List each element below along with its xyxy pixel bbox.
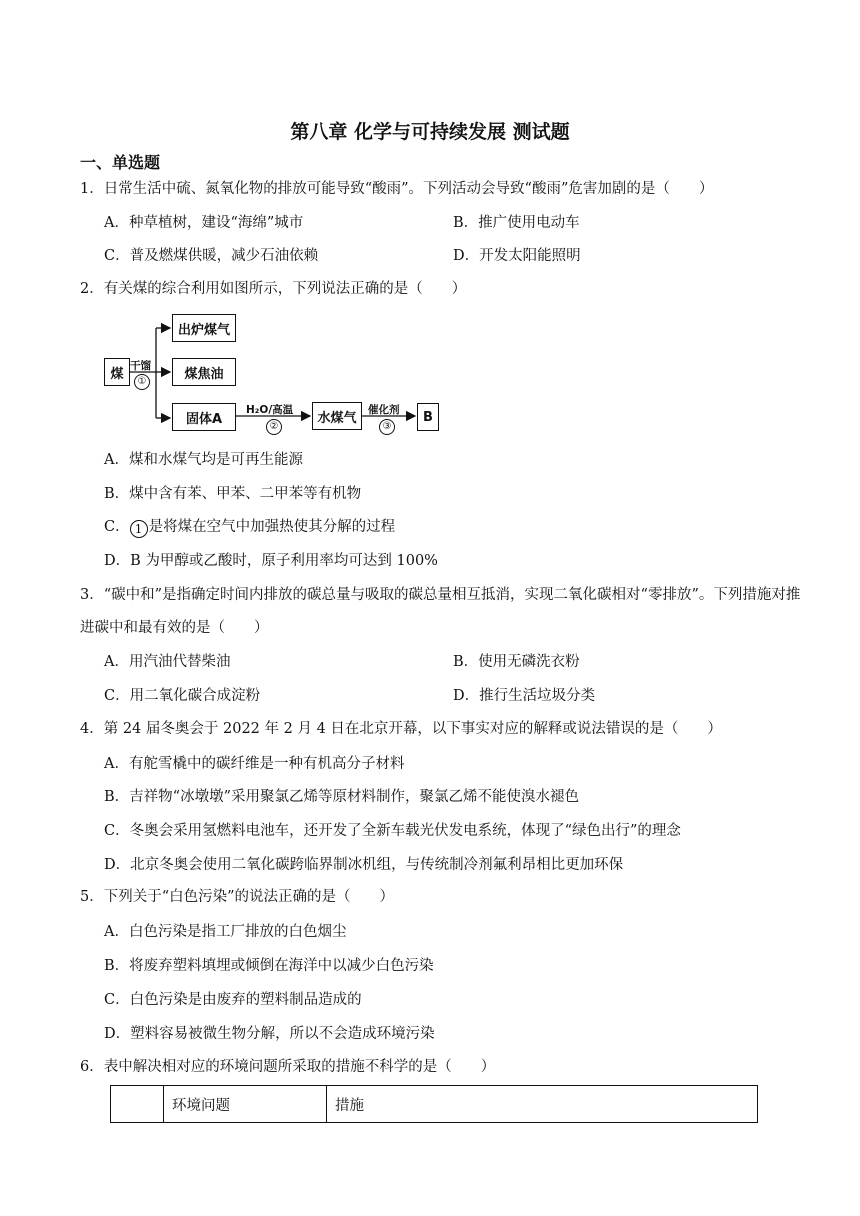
q5-option-c: C．白色污染是由废弃的塑料制品造成的 — [104, 992, 362, 1008]
page-title: 第八章 化学与可持续发展 测试题 — [290, 121, 570, 143]
q4-option-b: B．吉祥物“冰墩墩”采用聚氯乙烯等原材料制作，聚氯乙烯不能使溴水褪色 — [104, 789, 579, 805]
product-b-box: B — [417, 403, 439, 431]
catalyst-label: 催化剂 — [368, 404, 400, 416]
coal-utilization-diagram — [102, 306, 447, 436]
dry-distillation-label: 干馏 — [130, 360, 151, 372]
q4-option-c: C．冬奥会采用氢燃料电池车，还开发了全新车载光伏发电系统，体现了“绿色出行”的理念 — [104, 823, 681, 839]
q3-option-a: A．用汽油代替柴油 — [104, 654, 231, 670]
q2-option-b: B．煤中含有苯、甲苯、二甲苯等有机物 — [104, 486, 362, 502]
question-3-stem: 3．“碳中和”是指确定时间内排放的碳总量与吸取的碳总量相互抵消，实现二氧化碳相对“零排放”。下列措施对推进碳中和最有效的是（ ） — [80, 587, 801, 636]
environment-measures-table — [110, 1085, 758, 1123]
q3-option-b: B．使用无磷洗衣粉 — [453, 654, 580, 670]
coal-box: 煤 — [104, 358, 130, 386]
section-heading: 一、单选题 — [80, 153, 161, 172]
q2-option-d: D．B 为甲醇或乙酸时，原子利用率均可达到 100% — [104, 553, 438, 569]
h2o-high-temp-label: H₂O/高温 — [246, 404, 294, 416]
question-2-stem: 2．有关煤的综合利用如图所示，下列说法正确的是（ ） — [80, 281, 467, 297]
q1-option-b: B．推广使用电动车 — [453, 215, 580, 231]
q4-option-d: D．北京冬奥会使用二氧化碳跨临界制冰机组，与传统制冷剂氟利昂相比更加环保 — [104, 857, 624, 873]
question-1-stem: 1．日常生活中硫、氮氧化物的排放可能导致“酸雨”。下列活动会导致“酸雨”危害加剧的是（ ） — [80, 181, 714, 197]
step-1-marker: ① — [134, 374, 150, 390]
question-4-stem: 4．第 24 届冬奥会于 2022 年 2 月 4 日在北京开幕，以下事实对应的解释或说法错误的是（ ） — [80, 721, 722, 737]
q3-option-d: D．推行生活垃圾分类 — [453, 688, 596, 704]
q1-option-c: C．普及燃煤供暖，减少石油依赖 — [104, 248, 319, 264]
table-header-row — [111, 1086, 758, 1123]
question-6-stem: 6．表中解决相对应的环境问题所采取的措施不科学的是（ ） — [80, 1059, 496, 1075]
q3-option-c: C．用二氧化碳合成淀粉 — [104, 688, 261, 704]
water-gas-box: 水煤气 — [312, 402, 362, 430]
table-header-measure: 措施 — [327, 1086, 758, 1123]
circled-one-marker: 1 — [130, 520, 148, 538]
question-5-stem: 5．下列关于“白色污染”的说法正确的是（ ） — [80, 889, 395, 905]
q2-option-a: A．煤和水煤气均是可再生能源 — [104, 452, 303, 468]
q2-option-c — [104, 517, 395, 538]
table-header-problem: 环境问题 — [164, 1086, 327, 1123]
q1-option-d: D．开发太阳能照明 — [453, 248, 581, 264]
q1-option-a: A．种草植树，建设“海绵”城市 — [104, 215, 304, 231]
q2-option-c-prefix: C． — [104, 519, 130, 535]
furnace-gas-box: 出炉煤气 — [172, 314, 236, 342]
q2-option-c-text: 是将煤在空气中加强热使其分解的过程 — [148, 519, 396, 535]
table-header-index — [111, 1086, 164, 1123]
q5-option-a: A．白色污染是指工厂排放的白色烟尘 — [104, 924, 347, 940]
coal-tar-box: 煤焦油 — [172, 358, 236, 386]
q4-option-a: A．有舵雪橇中的碳纤维是一种有机高分子材料 — [104, 756, 405, 772]
solid-a-box: 固体A — [172, 403, 236, 431]
step-2-marker: ② — [266, 419, 282, 435]
q5-option-d: D．塑料容易被微生物分解，所以不会造成环境污染 — [104, 1026, 435, 1042]
step-3-marker: ③ — [379, 419, 395, 435]
q5-option-b: B．将废弃塑料填埋或倾倒在海洋中以减少白色污染 — [104, 958, 434, 974]
